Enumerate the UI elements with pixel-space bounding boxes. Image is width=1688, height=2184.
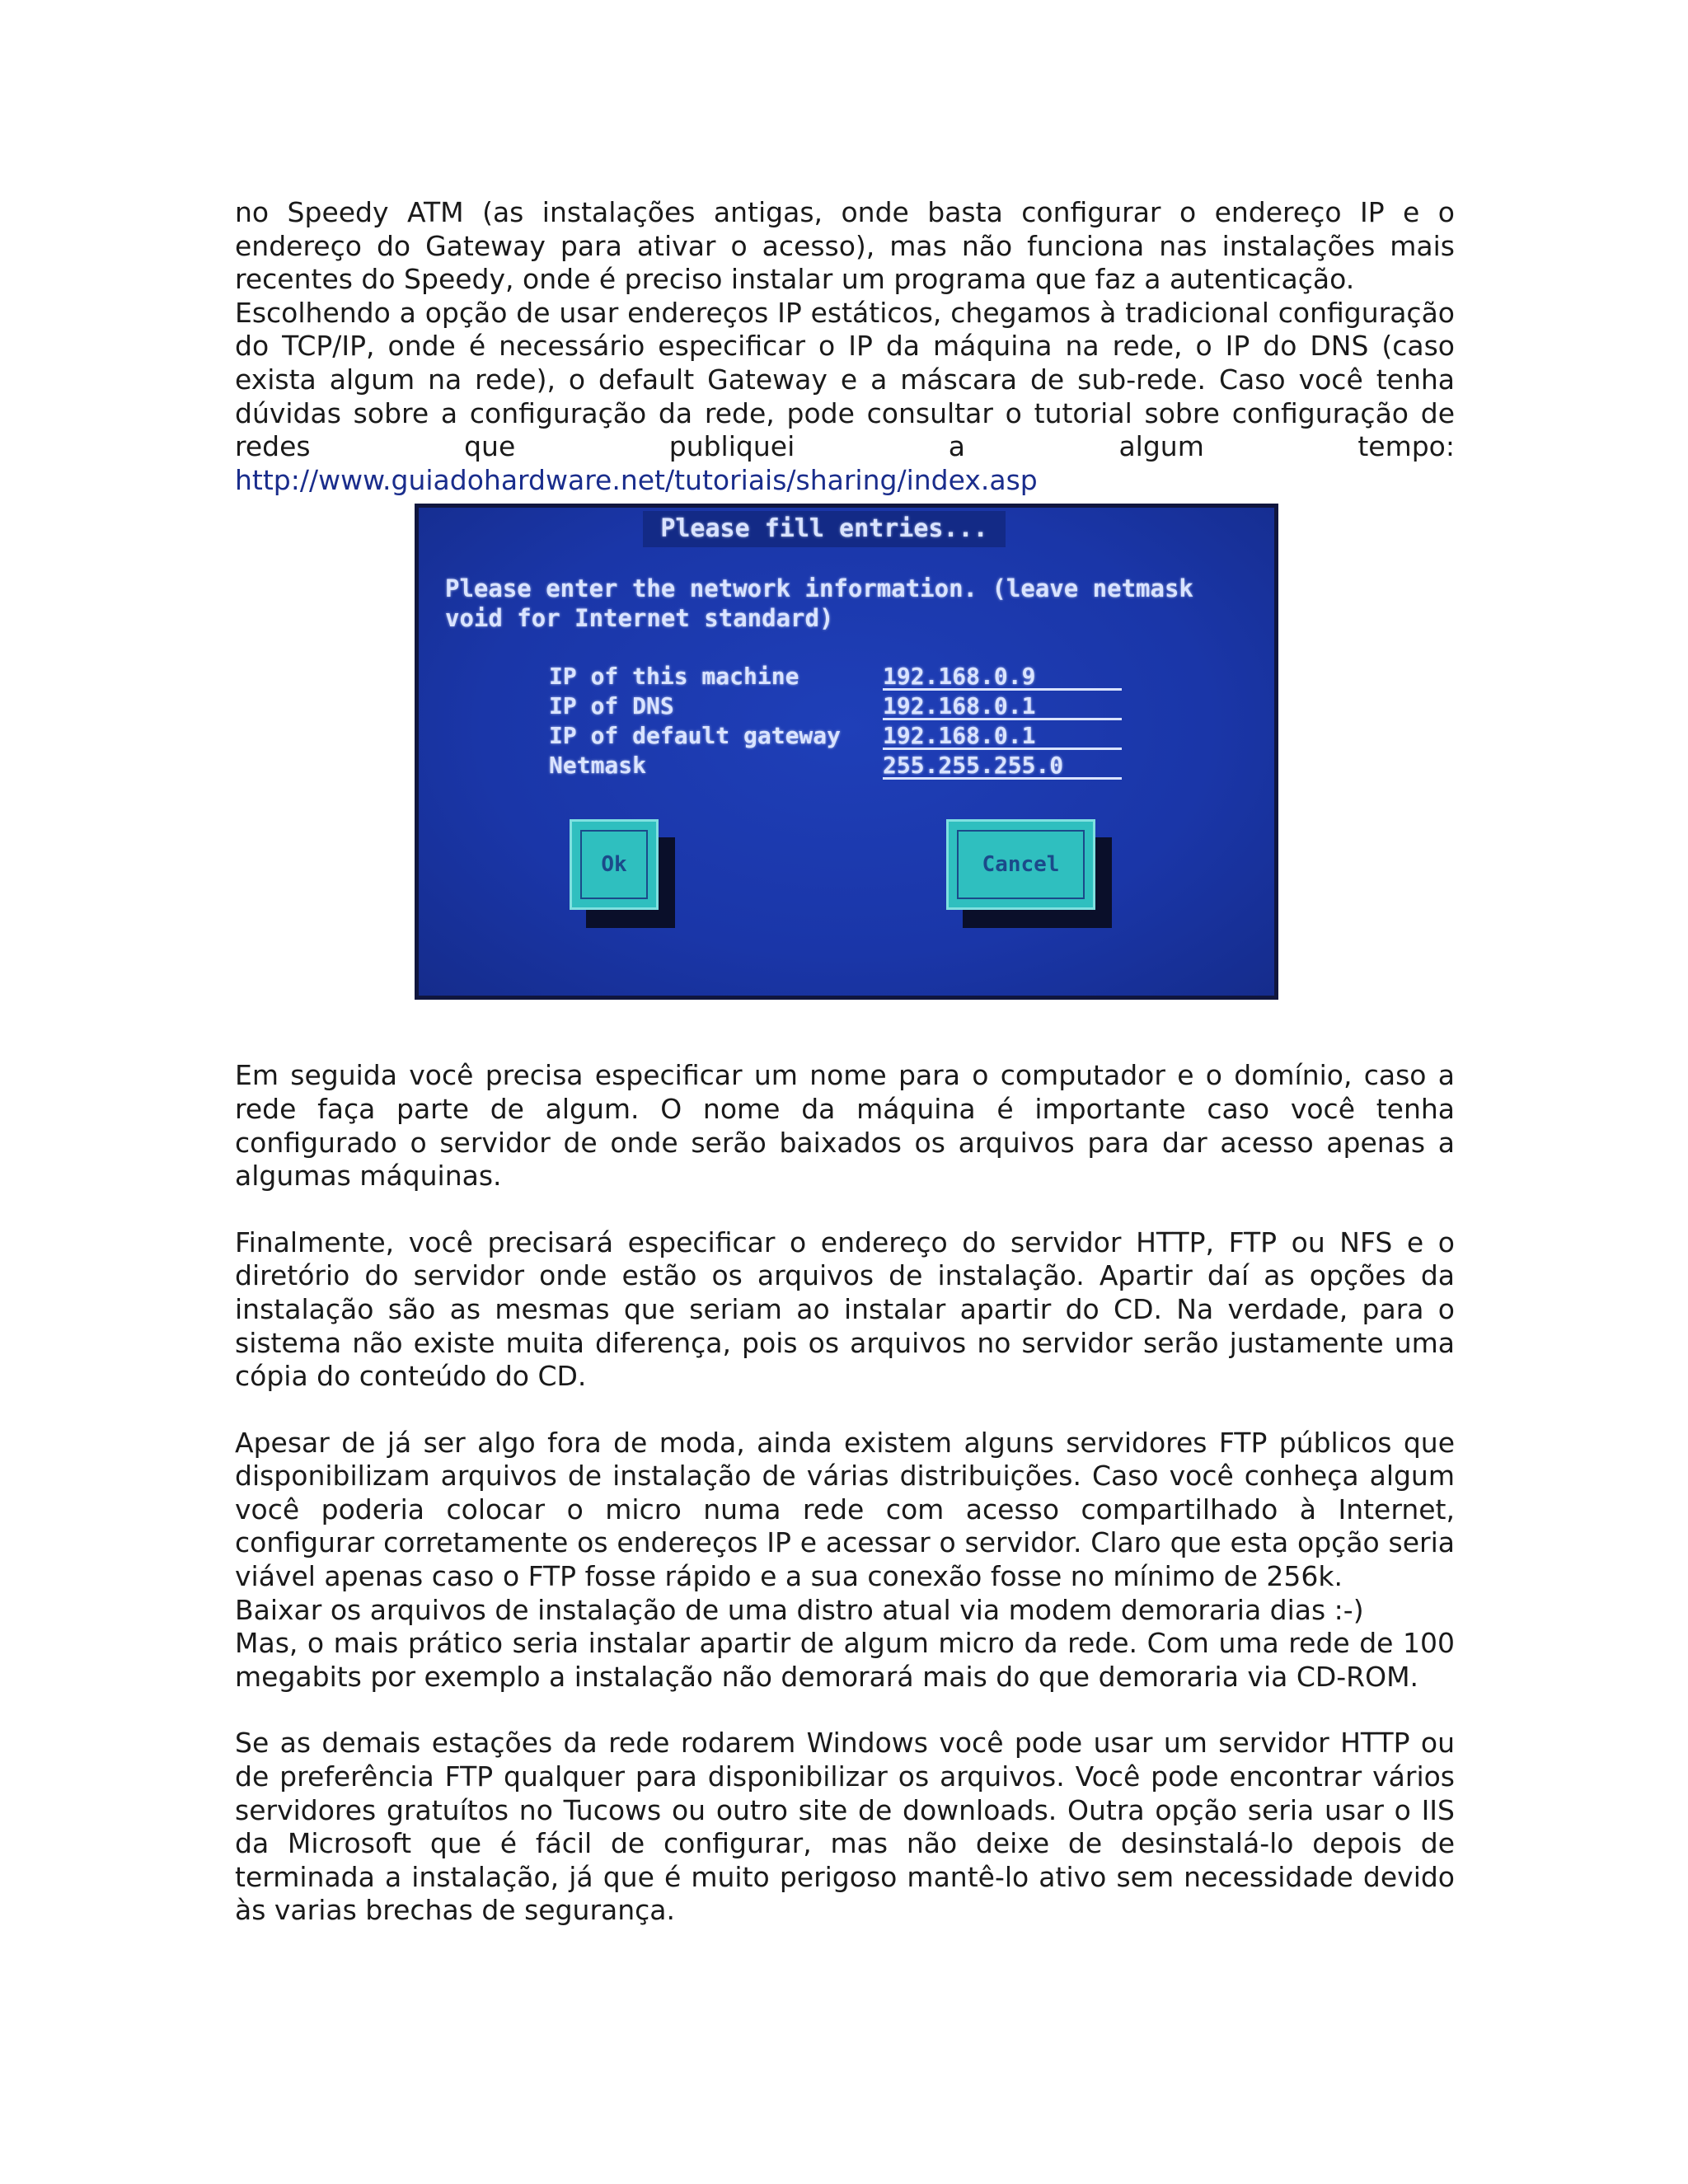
paragraph-static-ip: Escolhendo a opção de usar endereços IP estáticos, chegamos à tradicional configuração do TCP/IP, onde é necessário especificar o IP da máquina na rede, o IP do DNS (caso exista algum na rede), o default Gateway e a máscara de sub-rede. Caso você tenha dúvidas sobre a configuração da rede, pode consultar o tutorial sobre configuração de redes que publiquei a algum tempo: (235, 296, 1455, 463)
link-line (235, 464, 1455, 498)
field-ip-machine (549, 663, 1122, 691)
network-config-dialog (415, 504, 1278, 1000)
paragraph-modem: Baixar os arquivos de instalação de uma distro atual via modem demoraria dias :-) (235, 1593, 1364, 1626)
document-body (235, 196, 1455, 1928)
field-label: IP of DNS (549, 692, 674, 720)
field-ip-gateway (549, 722, 1122, 750)
installer-screenshot (415, 504, 1278, 1000)
cancel-button[interactable] (946, 819, 1095, 910)
netmask-input[interactable]: 255.255.255.0 (883, 754, 1122, 780)
paragraph-local-install: Mas, o mais prático seria instalar apartir de algum micro da rede. Com uma rede de 100 megabits por exemplo a instalação não demorará mais do que demoraria via CD-ROM. (235, 1627, 1455, 1693)
ip-dns-input[interactable]: 192.168.0.1 (883, 695, 1122, 720)
cancel-button-label: Cancel (982, 851, 1060, 877)
paragraph-windows-server: Se as demais estações da rede rodarem Windows você pode usar um servidor HTTP ou de preferência FTP qualquer para disponibilizar os arquivos. Você pode encontrar vários servidores gratuítos no Tucows ou outro site de downloads. Outra opção seria usar o IIS da Microsoft que é fácil de configurar, mas não deixe de desinstalá-lo depois de terminada a instalação, já que é muito perigoso mantê-lo ativo sem necessidade devido às varias brechas de segurança. (235, 1727, 1455, 1927)
ok-button-label: Ok (601, 851, 627, 877)
field-netmask (549, 752, 1122, 780)
field-ip-dns (549, 692, 1122, 720)
paragraph-public-ftp: Apesar de já ser algo fora de moda, ainda existem alguns servidores FTP públicos que disponibilizam arquivos de instalação de várias distribuições. Caso você conheça algum você poderia colocar o micro numa rede com acesso compartilhado à Internet, configurar corretamente os endereços IP e acessar o servidor. Claro que esta opção seria viável apenas caso o FTP fosse rápido e a sua conexão fosse no mínimo de 256k. (235, 1426, 1455, 1593)
ok-button[interactable] (570, 819, 659, 910)
dialog-title: Please fill entries... (643, 511, 1006, 547)
paragraph-computer-name: Em seguida você precisa especificar um nome para o computador e o domínio, caso a rede faça parte de algum. O nome da máquina é importante caso você tenha configurado o servidor de onde serão baixados os arquivos para dar acesso apenas a algumas máquinas. (235, 1059, 1455, 1193)
dialog-message: Please enter the network information. (leave netmask void for Internet standard) (445, 574, 1193, 633)
paragraph-server-address: Finalmente, você precisará especificar o endereço do servidor HTTP, FTP ou NFS e o diretório do servidor onde estão os arquivos de instalação. Apartir daí as opções da instalação são as mesmas que seriam ao instalar apartir do CD. Na verdade, para o sistema não existe muita diferença, pois os arquivos no servidor serão justamente uma cópia do conteúdo do CD. (235, 1226, 1455, 1393)
field-label: Netmask (549, 752, 647, 780)
field-label: IP of this machine (549, 663, 799, 691)
ip-machine-input[interactable]: 192.168.0.9 (883, 665, 1122, 691)
field-label: IP of default gateway (549, 722, 842, 750)
tutorial-link[interactable]: http://www.guiadohardware.net/tutoriais/sharing/index.asp (235, 463, 1038, 496)
paragraph-speedy-atm: no Speedy ATM (as instalações antigas, onde basta configurar o endereço IP e o endereço do Gateway para ativar o acesso), mas não funciona nas instalações mais recentes do Speedy, onde é preciso instalar um programa que faz a autenticação. (235, 196, 1455, 296)
ip-gateway-input[interactable]: 192.168.0.1 (883, 724, 1122, 750)
